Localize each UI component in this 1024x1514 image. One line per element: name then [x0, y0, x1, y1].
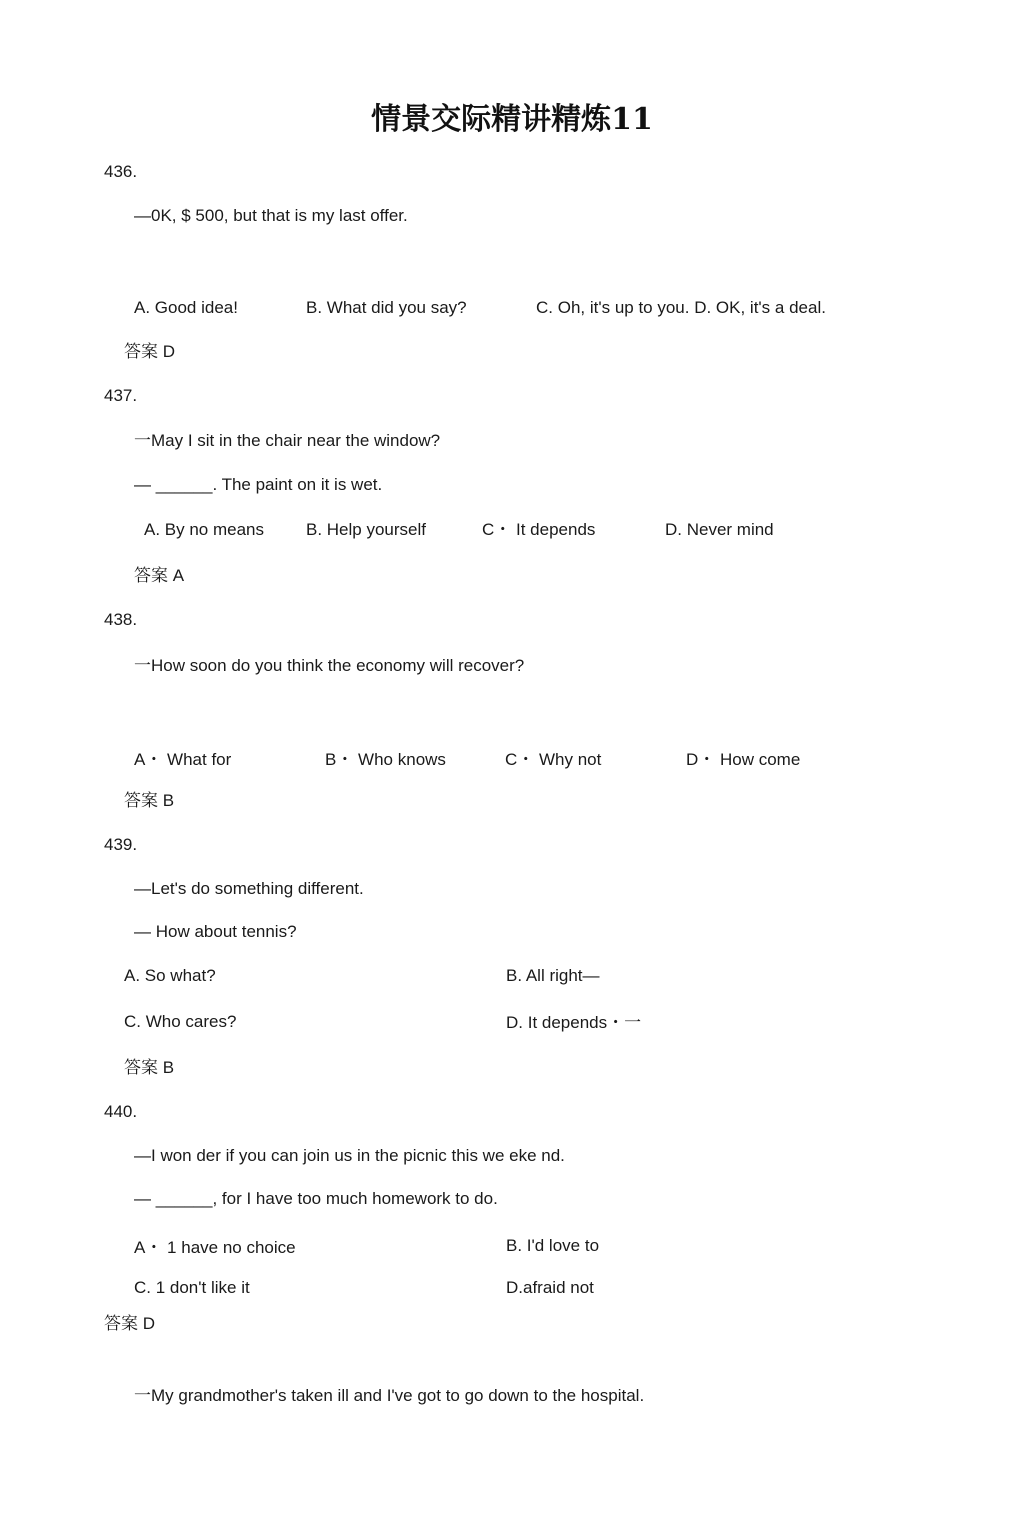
question-438-option-b: B・ Who knows	[325, 750, 446, 769]
question-number-438: 438.	[104, 610, 138, 629]
question-440-line-1: —I won der if you can join us in the picnic this we eke nd.	[134, 1146, 565, 1165]
question-number-437: 437.	[104, 386, 138, 405]
question-440-line-2: — ______, for I have too much homework to do.	[134, 1189, 498, 1208]
question-440-option-d: D.afraid not	[506, 1278, 594, 1297]
question-436-answer: 答案 D	[124, 342, 175, 361]
question-437-answer: 答案 A	[134, 566, 185, 585]
question-number-439: 439.	[104, 835, 138, 854]
question-437-line-1: 一May I sit in the chair near the window?	[134, 431, 441, 450]
question-441-line-1: 一My grandmother's taken ill and I've got to go down to the hospital.	[134, 1386, 645, 1405]
question-439-option-a: A. So what?	[124, 966, 216, 985]
question-438-option-c: C・ Why not	[505, 750, 602, 769]
page-title: 情景交际精讲精炼11	[371, 102, 653, 137]
question-440-option-a: A・ 1 have no choice	[134, 1238, 296, 1257]
question-438-option-a: A・ What for	[134, 750, 232, 769]
question-440-answer: 答案 D	[104, 1314, 155, 1333]
question-437-option-d: D. Never mind	[665, 520, 774, 539]
question-439-line-2: — How about tennis?	[134, 922, 297, 941]
question-438-line-1: 一How soon do you think the economy will recover?	[134, 656, 525, 675]
question-437-option-c: C・ It depends	[482, 520, 596, 539]
question-439-line-1: —Let's do something different.	[134, 879, 364, 898]
question-436-line-1: —0K, $ 500, but that is my last offer.	[134, 206, 408, 225]
question-436-option-a: A. Good idea!	[134, 298, 238, 317]
question-437-option-a: A. By no means	[144, 520, 265, 539]
question-437-option-b: B. Help yourself	[306, 520, 426, 539]
question-437-line-2: — ______. The paint on it is wet.	[134, 475, 383, 494]
question-438-answer: 答案 B	[124, 791, 175, 810]
question-440-option-c: C. 1 don't like it	[134, 1278, 250, 1297]
question-436-option-cd: C. Oh, it's up to you. D. OK, it's a deal.	[536, 298, 826, 317]
question-439-option-d: D. It depends・一	[506, 1013, 642, 1032]
question-number-440: 440.	[104, 1102, 138, 1121]
question-438-option-d: D・ How come	[686, 750, 801, 769]
question-number-436: 436.	[104, 162, 138, 181]
question-439-option-b: B. All right—	[506, 966, 600, 985]
question-440-option-b: B. I'd love to	[506, 1236, 600, 1255]
question-439-answer: 答案 B	[124, 1058, 175, 1077]
question-439-option-c: C. Who cares?	[124, 1012, 237, 1031]
question-436-option-b: B. What did you say?	[306, 298, 467, 317]
